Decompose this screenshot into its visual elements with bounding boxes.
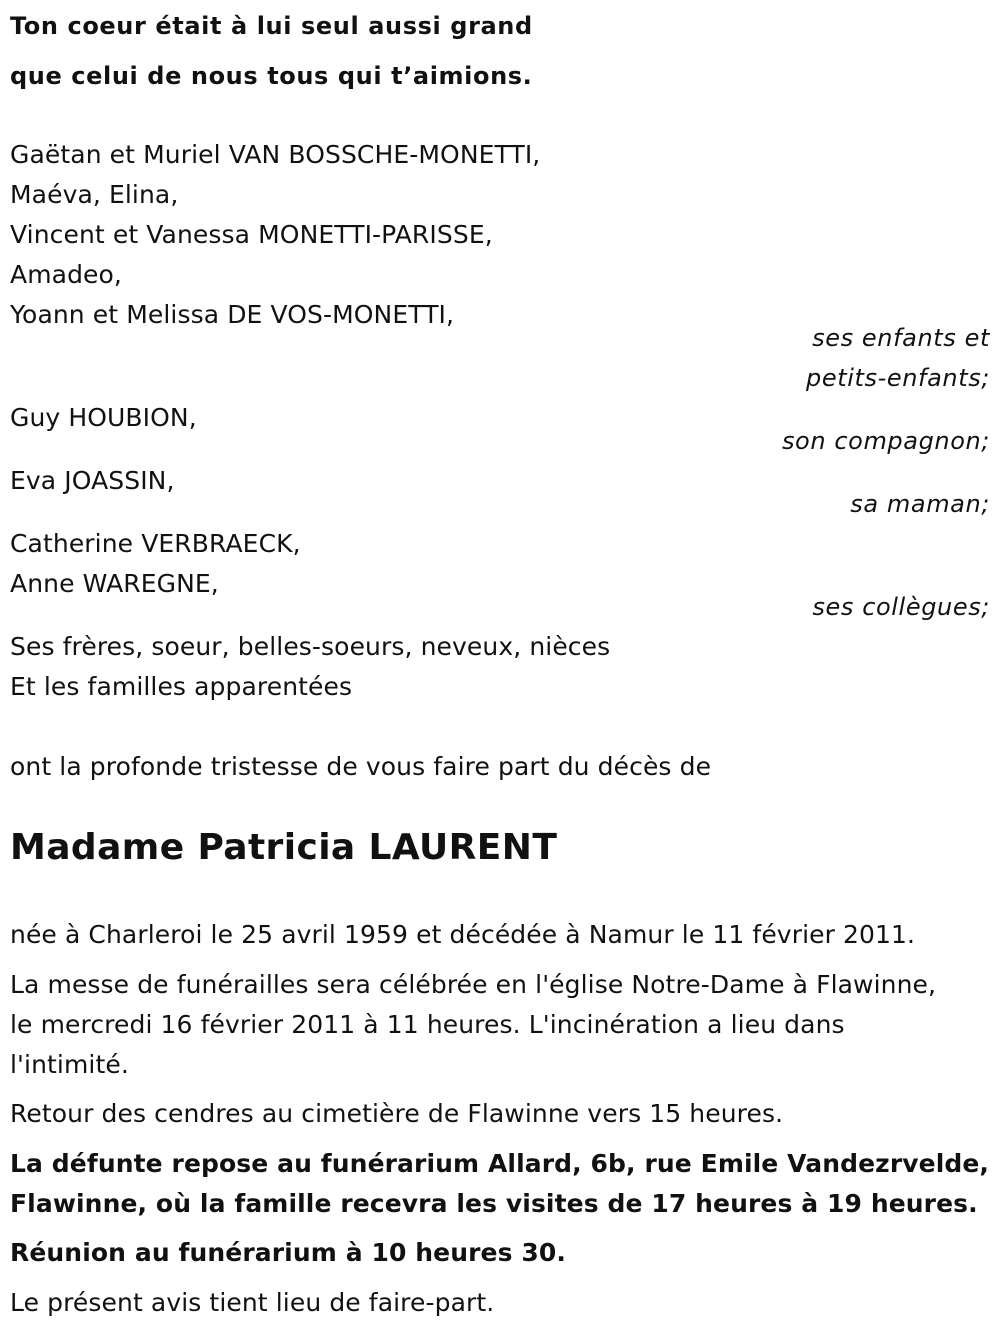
obituary-notice bbox=[10, 0, 990, 1338]
mother-role: sa maman; bbox=[850, 490, 990, 518]
family-others-line: Ses frères, soeur, belles-soeurs, neveux, nièces bbox=[10, 632, 611, 661]
notice-line: Le présent avis tient lieu de faire-part. bbox=[10, 1288, 495, 1317]
repose-line: La défunte repose au funérarium Allard, 6b, rue Emile Vandezrvelde, bbox=[10, 1149, 990, 1178]
family-children-line: Vincent et Vanessa MONETTI-PARISSE, bbox=[10, 220, 493, 249]
colleagues-role: ses collègues; bbox=[812, 593, 990, 621]
family-children-line: Yoann et Melissa DE VOS-MONETTI, bbox=[10, 300, 455, 329]
family-others-line: Et les familles apparentées bbox=[10, 672, 353, 701]
companion-name: Guy HOUBION, bbox=[10, 403, 197, 432]
announcement-text: ont la profonde tristesse de vous faire part du décès de bbox=[10, 752, 712, 781]
mass-line: le mercredi 16 février 2011 à 11 heures. L'incinération a lieu dans bbox=[10, 1010, 845, 1039]
family-children-line: Amadeo, bbox=[10, 260, 122, 289]
family-children-line: Gaëtan et Muriel VAN BOSSCHE-MONETTI, bbox=[10, 140, 541, 169]
epigraph-line-1: Ton coeur était à lui seul aussi grand bbox=[10, 12, 533, 40]
children-role: petits-enfants; bbox=[806, 364, 990, 392]
family-children-line: Maéva, Elina, bbox=[10, 180, 179, 209]
children-role: ses enfants et bbox=[812, 324, 990, 352]
companion-role: son compagnon; bbox=[781, 427, 990, 455]
epigraph-line-2: que celui de nous tous qui t’aimions. bbox=[10, 62, 533, 90]
colleague-name: Anne WAREGNE, bbox=[10, 569, 219, 598]
repose-line: Flawinne, où la famille recevra les visites de 17 heures à 19 heures. bbox=[10, 1189, 978, 1218]
colleague-name: Catherine VERBRAECK, bbox=[10, 529, 301, 558]
birth-death-line: née à Charleroi le 25 avril 1959 et décédée à Namur le 11 février 2011. bbox=[10, 920, 916, 949]
deceased-name: Madame Patricia LAURENT bbox=[10, 827, 558, 868]
mother-name: Eva JOASSIN, bbox=[10, 466, 175, 495]
mass-line: La messe de funérailles sera célébrée en l'église Notre-Dame à Flawinne, bbox=[10, 970, 937, 999]
mass-line: l'intimité. bbox=[10, 1050, 129, 1079]
ashes-line: Retour des cendres au cimetière de Flawinne vers 15 heures. bbox=[10, 1099, 784, 1128]
meeting-line: Réunion au funérarium à 10 heures 30. bbox=[10, 1238, 566, 1267]
